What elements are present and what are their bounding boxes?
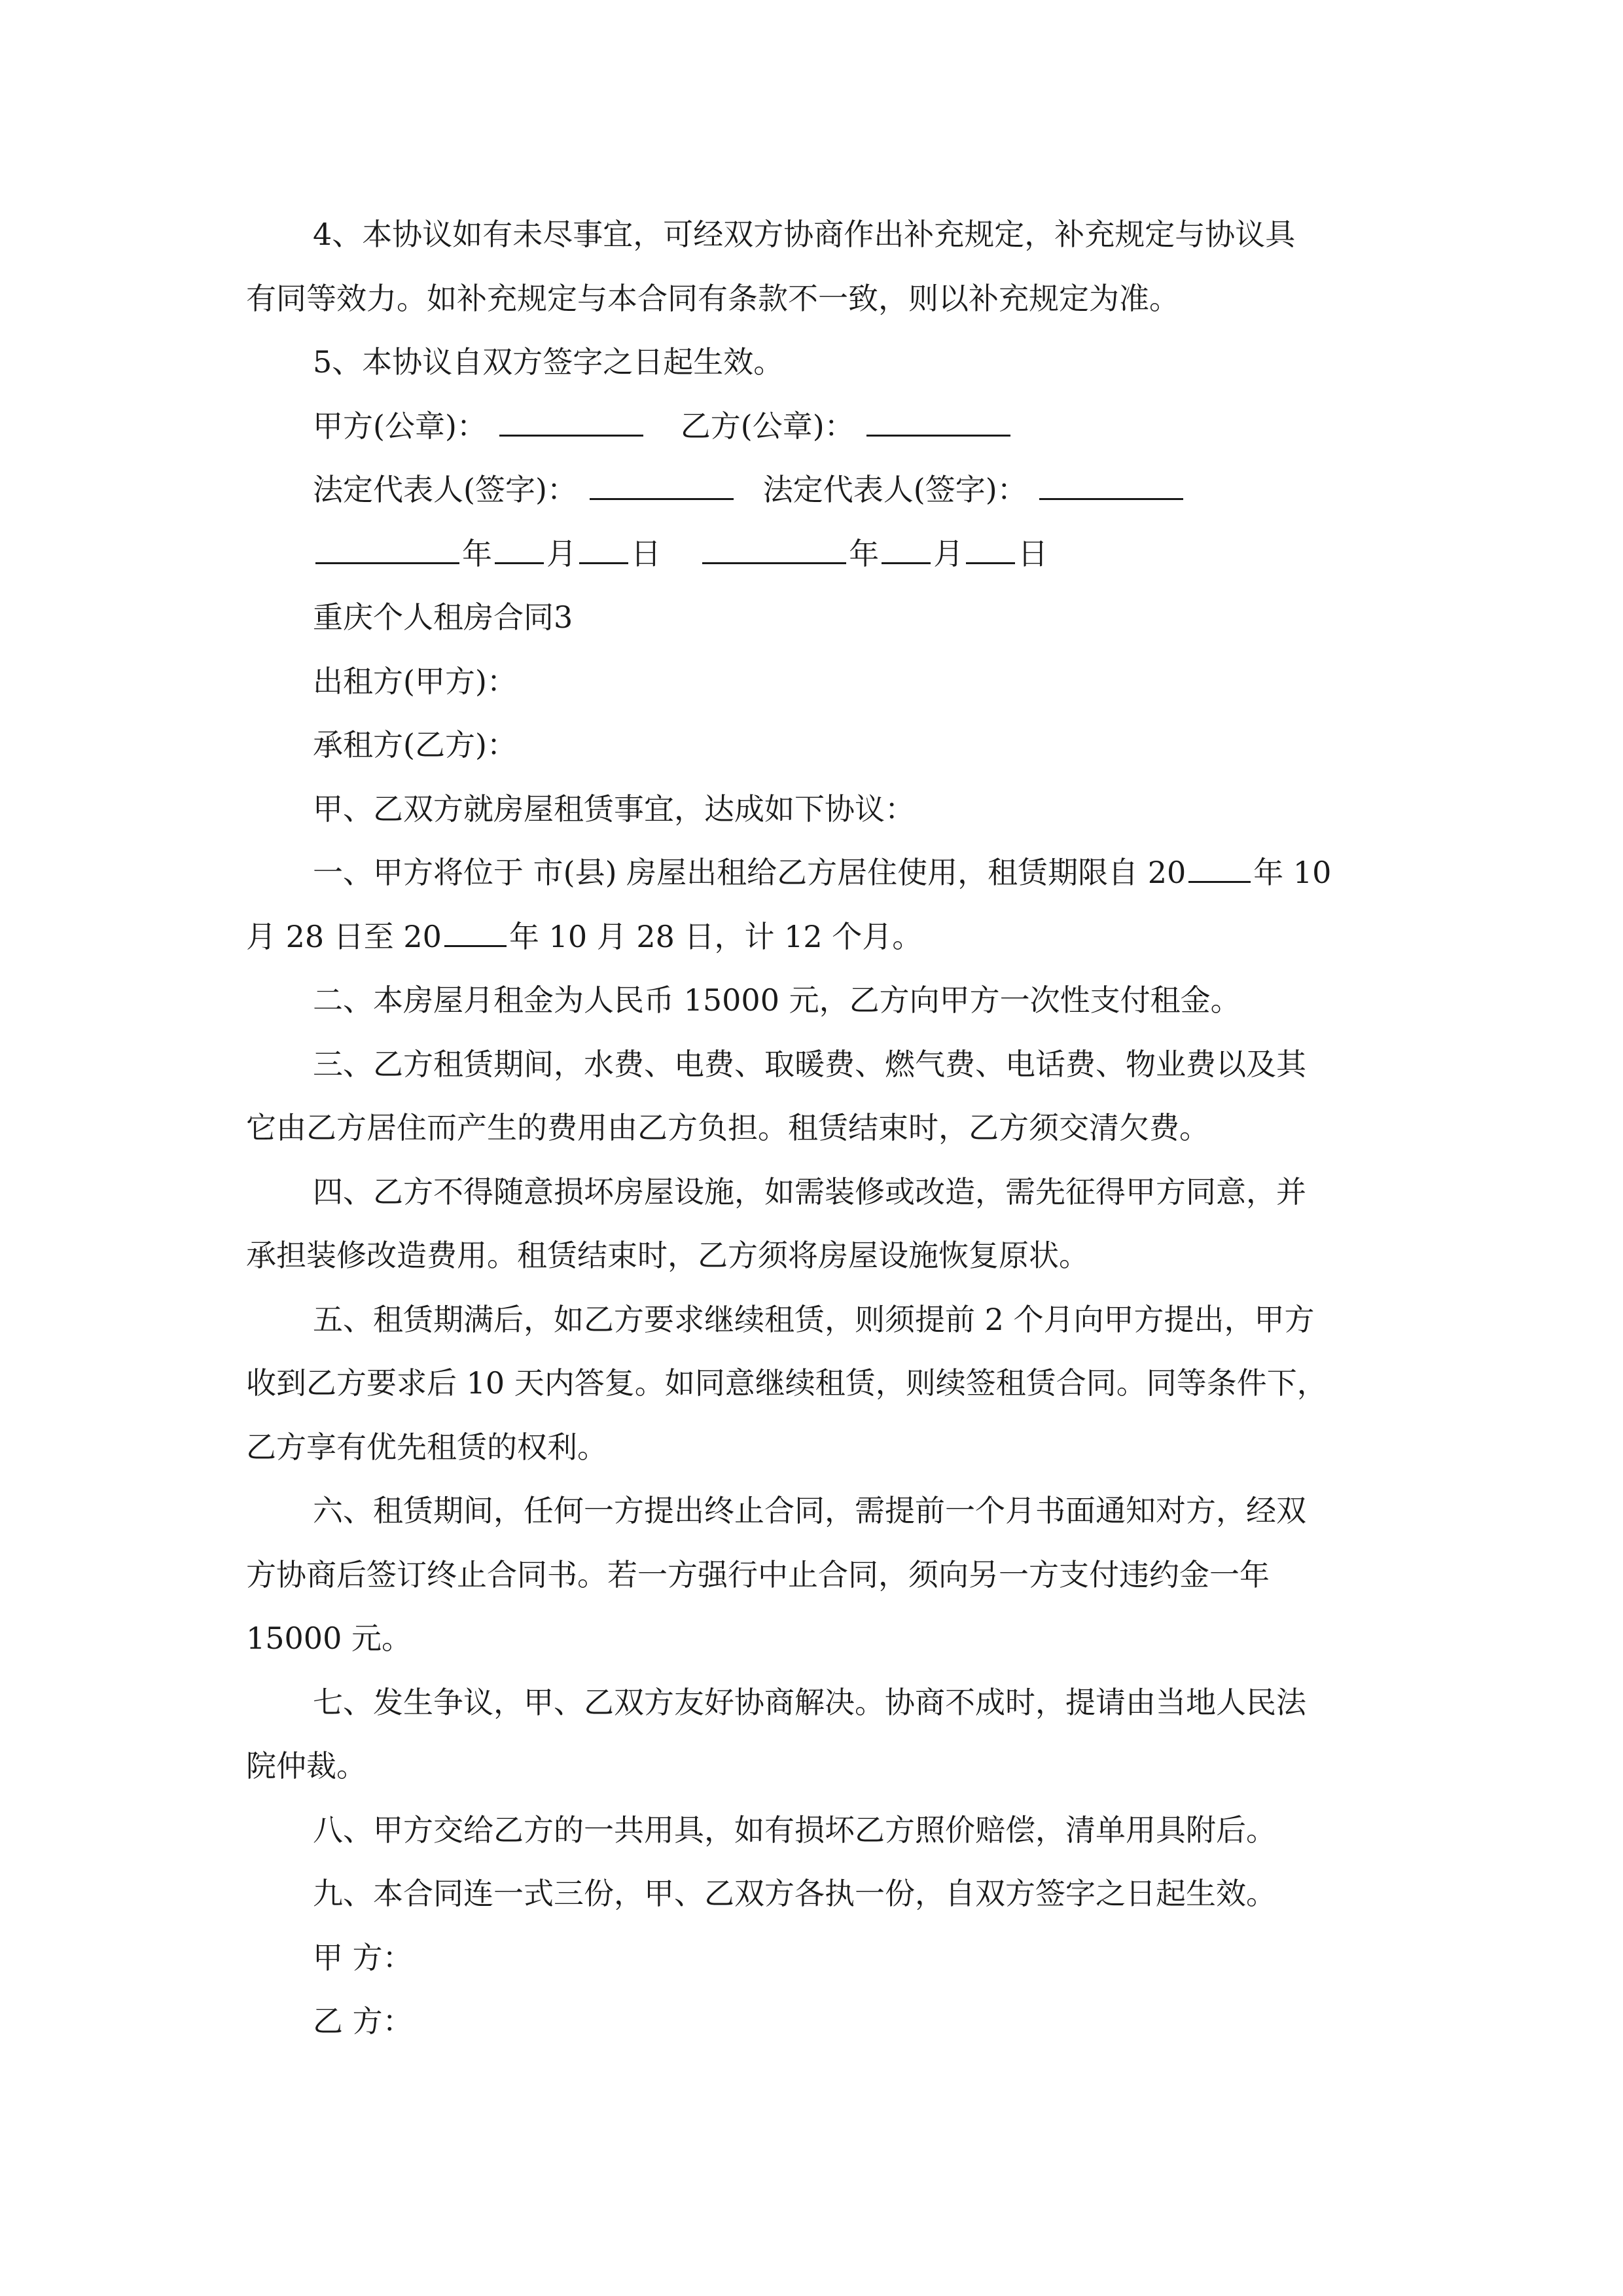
paragraph-clause-4-line2: 有同等效力。如补充规定与本合同有条款不一致，则以补充规定为准。 xyxy=(246,280,1179,316)
clause-5-line1: 五、租赁期满后，如乙方要求继续租赁，则须提前 2 个月向甲方提出，甲方 xyxy=(313,1301,1315,1337)
lessee-label: 承租方(乙方)： xyxy=(313,727,517,762)
date-b-year-blank[interactable] xyxy=(702,533,846,564)
paragraph-clause-4-line1: 4、本协议如有未尽事宜，可经双方协商作出补充规定，补充规定与协议具 xyxy=(313,217,1296,252)
date-b-year-label: 年 xyxy=(849,535,880,571)
party-b-seal-label: 乙方(公章)： xyxy=(680,408,855,444)
clause-1-line1-text: 一、甲方将位于 市(县) 房屋出租给乙方居住使用，租赁期限自 20 xyxy=(313,855,1186,890)
clause-6-line2: 方协商后签订终止合同书。若一方强行中止合同，须向另一方支付违约金一年 xyxy=(246,1556,1270,1592)
date-b-month-label: 月 xyxy=(933,535,964,571)
date-b-day-blank[interactable] xyxy=(966,533,1015,564)
party-a-seal-label: 甲方(公章)： xyxy=(313,408,487,444)
clause-5-line3: 乙方享有优先租赁的权利。 xyxy=(246,1429,607,1465)
party-a-seal-blank[interactable] xyxy=(499,406,643,437)
clause-7-line2: 院仲裁。 xyxy=(246,1748,366,1784)
rep-b-label: 法定代表人(签字)： xyxy=(762,472,1027,507)
clause-1-end-year-blank[interactable] xyxy=(444,916,507,947)
date-a-day-blank[interactable] xyxy=(579,533,628,564)
clause-2: 二、本房屋月租金为人民币 15000 元，乙方向甲方一次性支付租金。 xyxy=(313,982,1241,1018)
clause-1-line1-tail: 年 10 xyxy=(1253,855,1332,890)
party-b-seal-blank[interactable] xyxy=(866,406,1010,437)
paragraph-clause-5: 5、本协议自双方签字之日起生效。 xyxy=(313,344,784,380)
rep-a-blank[interactable] xyxy=(590,469,734,500)
clause-3-line1: 三、乙方租赁期间，水费、电费、取暖费、燃气费、电话费、物业费以及其 xyxy=(313,1046,1306,1082)
clause-7-line1: 七、发生争议，甲、乙双方友好协商解决。协商不成时，提请由当地人民法 xyxy=(313,1684,1306,1720)
clause-1-line1 xyxy=(246,841,1382,905)
clause-4-line2: 承担装修改造费用。租赁结束时，乙方须将房屋设施恢复原状。 xyxy=(246,1238,1089,1273)
date-a-day-label: 日 xyxy=(631,535,661,571)
clause-8: 八、甲方交给乙方的一共用具，如有损坏乙方照价赔偿，清单用具附后。 xyxy=(313,1812,1276,1848)
clause-6-line1: 六、租赁期间，任何一方提出终止合同，需提前一个月书面通知对方，经双 xyxy=(313,1493,1306,1528)
rep-b-blank[interactable] xyxy=(1039,469,1183,500)
seal-line xyxy=(246,395,1382,459)
date-b-month-blank[interactable] xyxy=(882,533,931,564)
clause-1-line2-tail: 年 10 月 28 日，计 12 个月。 xyxy=(508,918,923,954)
clause-9: 九、本合同连一式三份，甲、乙双方各执一份，自双方签字之日起生效。 xyxy=(313,1876,1276,1911)
clause-1-line2-text: 月 28 日至 20 xyxy=(246,918,442,954)
party-b-signature-label: 乙 方： xyxy=(313,2003,413,2039)
contract-title: 重庆个人租房合同3 xyxy=(313,600,573,635)
rep-a-label: 法定代表人(签字)： xyxy=(313,472,577,507)
date-a-year-label: 年 xyxy=(462,535,492,571)
representative-line xyxy=(246,458,1382,522)
date-a-year-blank[interactable] xyxy=(315,533,459,564)
clause-3-line2: 它由乙方居住而产生的费用由乙方负担。租赁结束时，乙方须交清欠费。 xyxy=(246,1110,1209,1145)
lessor-label: 出租方(甲方)： xyxy=(313,663,517,699)
date-a-month-label: 月 xyxy=(546,535,577,571)
agreement-intro: 甲、乙双方就房屋租赁事宜，达成如下协议： xyxy=(313,791,915,827)
date-a-month-blank[interactable] xyxy=(495,533,544,564)
party-a-signature-label: 甲 方： xyxy=(313,1939,413,1975)
date-line xyxy=(246,522,1382,586)
clause-6-line3: 15000 元。 xyxy=(246,1621,412,1656)
clause-1-start-year-blank[interactable] xyxy=(1188,852,1251,883)
clause-5-line2: 收到乙方要求后 10 天内答复。如同意继续租赁，则续签租赁合同。同等条件下， xyxy=(246,1365,1327,1401)
document-body xyxy=(246,203,1382,2054)
clause-1-line2 xyxy=(246,905,1382,969)
date-b-day-label: 日 xyxy=(1018,535,1048,571)
clause-4-line1: 四、乙方不得随意损坏房屋设施，如需装修或改造，需先征得甲方同意，并 xyxy=(313,1174,1306,1210)
